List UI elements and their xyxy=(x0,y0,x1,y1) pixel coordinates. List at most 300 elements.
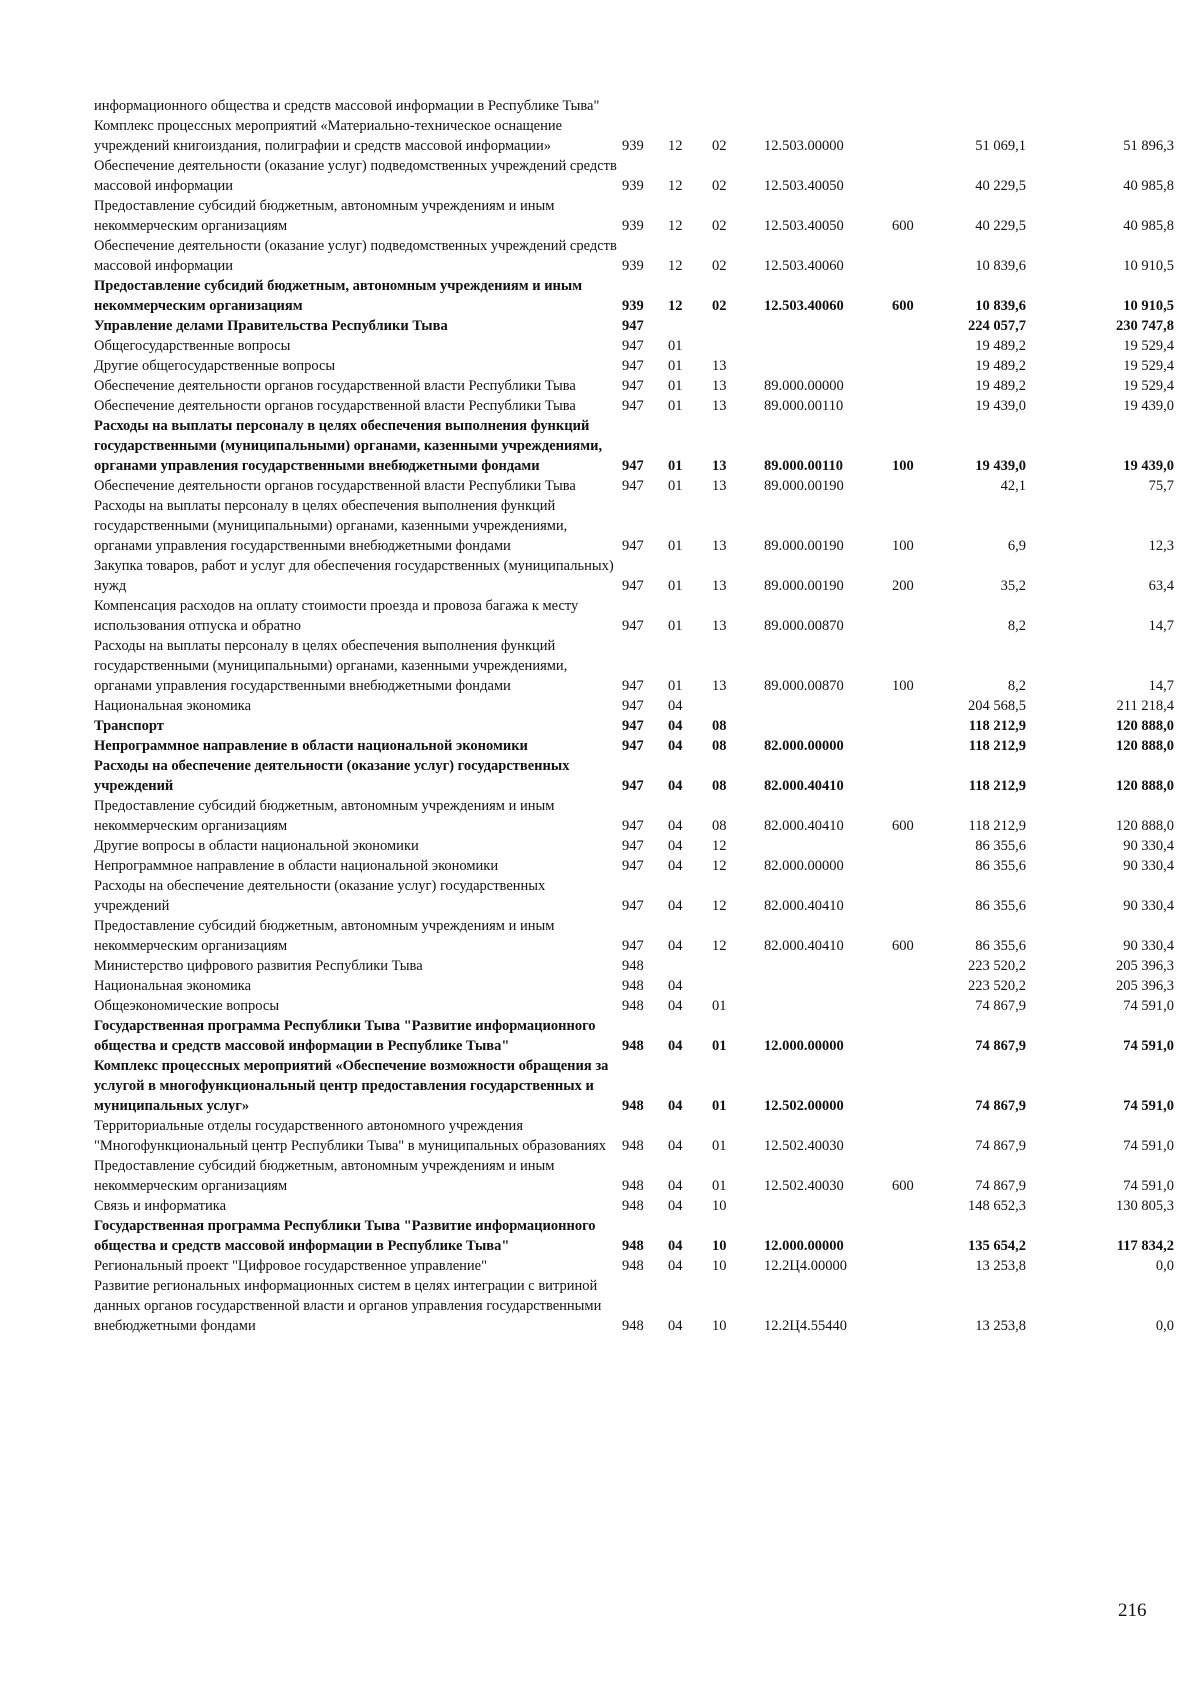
row-name: Государственная программа Республики Тыва "Развитие информационного общества и средств массовой информации в Республике Тыва" xyxy=(94,1218,596,1254)
row-name: Управление делами Правительства Республики Тыва xyxy=(94,318,448,334)
cell-subsection xyxy=(712,316,764,336)
cell-expense-type: 600 xyxy=(892,1178,914,1194)
cell-amount-year1: 6,9 xyxy=(1007,538,1026,554)
cell-admin-code: 948 xyxy=(622,998,644,1014)
cell-amount-year2: 0,0 xyxy=(1155,1258,1174,1274)
cell-amount-year1: 118 212,9 xyxy=(968,778,1026,794)
cell-target-article xyxy=(764,1196,892,1216)
cell-admin-code: 947 xyxy=(622,778,644,794)
cell-expense-type: 600 xyxy=(892,218,914,234)
cell-admin-code: 939 xyxy=(622,218,644,234)
row-name: информационного общества и средств массовой информации в Республике Тыва" xyxy=(94,98,600,114)
cell-amount-year1: 86 355,6 xyxy=(975,858,1026,874)
cell-section: 04 xyxy=(668,1198,683,1214)
cell-amount-year2: 10 910,5 xyxy=(1123,258,1174,274)
cell-amount-year1: 8,2 xyxy=(1007,678,1026,694)
cell-amount-year1 xyxy=(948,96,1026,116)
table-row xyxy=(94,156,1174,196)
cell-admin-code: 939 xyxy=(622,178,644,194)
row-name: Расходы на обеспечение деятельности (оказание услуг) государственных учреждений xyxy=(94,878,546,914)
cell-subsection: 13 xyxy=(712,478,727,494)
cell-subsection xyxy=(712,336,764,356)
cell-expense-type xyxy=(892,1116,948,1156)
cell-subsection xyxy=(712,696,764,716)
cell-amount-year2: 120 888,0 xyxy=(1116,818,1174,834)
cell-subsection: 13 xyxy=(712,678,727,694)
cell-subsection: 08 xyxy=(712,778,727,794)
row-name: Предоставление субсидий бюджетным, автономным учреждениям и иным некоммерческим организациям xyxy=(94,1158,555,1194)
cell-expense-type xyxy=(892,1256,948,1276)
cell-subsection: 02 xyxy=(712,258,727,274)
row-name: Комплекс процессных мероприятий «Материально-техническое оснащение учреждений книгоиздания, полиграфии и средств массовой информации» xyxy=(94,118,563,154)
cell-section: 01 xyxy=(668,458,683,474)
cell-amount-year1: 10 839,6 xyxy=(975,258,1026,274)
cell-section: 01 xyxy=(668,378,683,394)
cell-amount-year1: 19 489,2 xyxy=(975,378,1026,394)
table-row xyxy=(94,496,1174,556)
cell-target-article: 89.000.00870 xyxy=(764,678,844,694)
cell-target-article: 82.000.40410 xyxy=(764,778,844,794)
cell-expense-type xyxy=(892,976,948,996)
cell-subsection: 08 xyxy=(712,818,727,834)
cell-amount-year1: 86 355,6 xyxy=(975,898,1026,914)
row-name: Непрограммное направление в области национальной экономики xyxy=(94,858,499,874)
row-name: Национальная экономика xyxy=(94,978,252,994)
cell-admin-code: 947 xyxy=(622,818,644,834)
cell-amount-year1: 118 212,9 xyxy=(968,738,1026,754)
cell-section xyxy=(668,316,712,336)
cell-amount-year2: 117 834,2 xyxy=(1116,1238,1174,1254)
cell-section: 12 xyxy=(668,298,683,314)
cell-expense-type xyxy=(892,236,948,276)
cell-amount-year2: 40 985,8 xyxy=(1123,178,1174,194)
cell-section: 04 xyxy=(668,938,683,954)
table-row xyxy=(94,1016,1174,1056)
table-row xyxy=(94,1156,1174,1196)
cell-subsection: 01 xyxy=(712,1038,727,1054)
cell-amount-year1: 118 212,9 xyxy=(968,718,1026,734)
cell-section: 04 xyxy=(668,1178,683,1194)
cell-section: 01 xyxy=(668,338,683,354)
row-name: Непрограммное направление в области национальной экономики xyxy=(94,738,528,754)
cell-target-article: 12.503.40050 xyxy=(764,218,844,234)
cell-target-article: 82.000.40410 xyxy=(764,898,844,914)
cell-amount-year2: 63,4 xyxy=(1148,578,1174,594)
cell-amount-year1: 86 355,6 xyxy=(975,838,1026,854)
cell-amount-year1: 42,1 xyxy=(1000,478,1026,494)
cell-amount-year2: 75,7 xyxy=(1148,478,1174,494)
cell-admin-code: 947 xyxy=(622,678,644,694)
cell-amount-year2: 19 529,4 xyxy=(1123,358,1174,374)
cell-amount-year1: 118 212,9 xyxy=(968,818,1026,834)
row-name: Предоставление субсидий бюджетным, автономным учреждениям и иным некоммерческим организациям xyxy=(94,798,555,834)
cell-subsection: 10 xyxy=(712,1318,727,1334)
cell-section: 01 xyxy=(668,538,683,554)
cell-amount-year2: 74 591,0 xyxy=(1123,1178,1174,1194)
cell-section: 04 xyxy=(668,718,683,734)
cell-expense-type xyxy=(892,1056,948,1116)
cell-amount-year1: 204 568,5 xyxy=(968,698,1026,714)
cell-amount-year2: 51 896,3 xyxy=(1123,138,1174,154)
cell-section: 04 xyxy=(668,1318,683,1334)
cell-amount-year2: 90 330,4 xyxy=(1123,858,1174,874)
cell-target-article: 82.000.40410 xyxy=(764,818,844,834)
table-row xyxy=(94,736,1174,756)
cell-section xyxy=(668,96,712,116)
row-name: Общеэкономические вопросы xyxy=(94,998,280,1014)
cell-amount-year1: 40 229,5 xyxy=(975,218,1026,234)
cell-admin-code: 947 xyxy=(622,338,644,354)
cell-section: 01 xyxy=(668,478,683,494)
cell-expense-type xyxy=(892,856,948,876)
cell-admin-code: 947 xyxy=(622,578,644,594)
table-row xyxy=(94,1056,1174,1116)
cell-admin-code: 947 xyxy=(622,318,644,334)
cell-section: 12 xyxy=(668,178,683,194)
cell-section: 04 xyxy=(668,738,683,754)
cell-amount-year1: 74 867,9 xyxy=(975,1178,1026,1194)
cell-target-article: 12.503.40060 xyxy=(764,258,844,274)
row-name: Региональный проект "Цифровое государственное управление" xyxy=(94,1258,488,1274)
cell-amount-year1: 148 652,3 xyxy=(968,1198,1026,1214)
cell-expense-type xyxy=(892,716,948,736)
cell-admin-code: 947 xyxy=(622,698,644,714)
cell-admin-code: 948 xyxy=(622,1138,644,1154)
cell-amount-year2: 19 529,4 xyxy=(1123,338,1174,354)
row-name: Связь и информатика xyxy=(94,1198,227,1214)
cell-amount-year2: 19 439,0 xyxy=(1123,458,1174,474)
table-row xyxy=(94,416,1174,476)
cell-section: 04 xyxy=(668,898,683,914)
cell-amount-year1: 135 654,2 xyxy=(968,1238,1026,1254)
cell-subsection: 02 xyxy=(712,298,727,314)
cell-target-article: 89.000.00190 xyxy=(764,538,844,554)
row-name: Государственная программа Республики Тыва "Развитие информационного общества и средств массовой информации в Республике Тыва" xyxy=(94,1018,596,1054)
cell-expense-type xyxy=(892,1016,948,1056)
table-row xyxy=(94,336,1174,356)
cell-target-article: 12.502.40030 xyxy=(764,1138,844,1154)
cell-subsection: 10 xyxy=(712,1198,727,1214)
cell-admin-code: 948 xyxy=(622,1258,644,1274)
cell-admin-code: 939 xyxy=(622,138,644,154)
cell-amount-year1: 86 355,6 xyxy=(975,938,1026,954)
cell-section: 01 xyxy=(668,578,683,594)
row-name: Национальная экономика xyxy=(94,698,252,714)
cell-admin-code: 947 xyxy=(622,738,644,754)
row-name: Компенсация расходов на оплату стоимости проезда и провоза багажа к месту использования отпуска и обратно xyxy=(94,598,579,634)
cell-expense-type xyxy=(892,476,948,496)
cell-target-article: 82.000.00000 xyxy=(764,738,844,754)
cell-amount-year2: 74 591,0 xyxy=(1123,1138,1174,1154)
cell-amount-year2: 120 888,0 xyxy=(1116,738,1174,754)
table-row xyxy=(94,196,1174,236)
cell-subsection: 10 xyxy=(712,1258,727,1274)
cell-subsection: 12 xyxy=(712,838,727,854)
cell-target-article: 12.503.00000 xyxy=(764,138,844,154)
cell-section: 12 xyxy=(668,218,683,234)
cell-section: 04 xyxy=(668,858,683,874)
cell-amount-year1: 10 839,6 xyxy=(975,298,1026,314)
cell-admin-code: 947 xyxy=(622,838,644,854)
cell-target-article: 89.000.00110 xyxy=(764,398,844,414)
cell-amount-year1: 74 867,9 xyxy=(975,1038,1026,1054)
cell-subsection: 01 xyxy=(712,998,727,1014)
cell-target-article xyxy=(764,96,892,116)
cell-amount-year1: 224 057,7 xyxy=(968,318,1026,334)
cell-target-article xyxy=(764,996,892,1016)
cell-section: 04 xyxy=(668,778,683,794)
cell-target-article: 12.2Ц4.00000 xyxy=(764,1258,847,1274)
cell-amount-year1: 19 439,0 xyxy=(975,458,1026,474)
cell-amount-year2: 74 591,0 xyxy=(1123,1098,1174,1114)
cell-admin-code: 948 xyxy=(622,1238,644,1254)
cell-subsection: 13 xyxy=(712,618,727,634)
cell-expense-type xyxy=(892,996,948,1016)
cell-subsection: 13 xyxy=(712,578,727,594)
cell-subsection: 13 xyxy=(712,538,727,554)
table-row xyxy=(94,1256,1174,1276)
cell-section xyxy=(668,956,712,976)
table-row xyxy=(94,1196,1174,1216)
cell-expense-type: 200 xyxy=(892,578,914,594)
cell-admin-code: 948 xyxy=(622,1178,644,1194)
cell-amount-year2: 14,7 xyxy=(1148,618,1174,634)
cell-amount-year2: 120 888,0 xyxy=(1116,778,1174,794)
cell-admin-code: 947 xyxy=(622,858,644,874)
cell-amount-year2: 74 591,0 xyxy=(1123,998,1174,1014)
table-row xyxy=(94,556,1174,596)
cell-admin-code: 947 xyxy=(622,358,644,374)
cell-subsection: 08 xyxy=(712,738,727,754)
cell-amount-year2: 40 985,8 xyxy=(1123,218,1174,234)
cell-target-article: 12.502.40030 xyxy=(764,1178,844,1194)
cell-expense-type: 100 xyxy=(892,538,914,554)
cell-admin-code: 947 xyxy=(622,478,644,494)
cell-amount-year2: 230 747,8 xyxy=(1116,318,1174,334)
cell-subsection: 01 xyxy=(712,1138,727,1154)
cell-amount-year1: 13 253,8 xyxy=(975,1318,1026,1334)
row-name: Расходы на обеспечение деятельности (оказание услуг) государственных учреждений xyxy=(94,758,570,794)
row-name: Расходы на выплаты персоналу в целях обеспечения выполнения функций государственными (муниципальными) органами, казенными учреждениями, органами управления государственными внебюджетными фондами xyxy=(94,498,568,554)
cell-subsection xyxy=(712,96,764,116)
budget-table-body xyxy=(94,96,1174,1336)
cell-amount-year2 xyxy=(1026,96,1174,116)
cell-admin-code: 947 xyxy=(622,458,644,474)
cell-section: 12 xyxy=(668,258,683,274)
cell-expense-type: 100 xyxy=(892,458,914,474)
cell-admin-code: 947 xyxy=(622,398,644,414)
cell-section: 04 xyxy=(668,1258,683,1274)
table-row xyxy=(94,956,1174,976)
cell-expense-type xyxy=(892,836,948,856)
cell-target-article xyxy=(764,336,892,356)
cell-section: 01 xyxy=(668,398,683,414)
cell-amount-year2: 74 591,0 xyxy=(1123,1038,1174,1054)
cell-amount-year1: 51 069,1 xyxy=(975,138,1026,154)
cell-admin-code: 948 xyxy=(622,1098,644,1114)
cell-section: 01 xyxy=(668,358,683,374)
cell-target-article: 89.000.00000 xyxy=(764,378,844,394)
cell-subsection: 10 xyxy=(712,1238,727,1254)
cell-section: 04 xyxy=(668,818,683,834)
row-name: Предоставление субсидий бюджетным, автономным учреждениям и иным некоммерческим организациям xyxy=(94,918,555,954)
table-row xyxy=(94,376,1174,396)
table-row xyxy=(94,596,1174,636)
cell-subsection: 08 xyxy=(712,718,727,734)
cell-target-article: 82.000.00000 xyxy=(764,858,844,874)
cell-amount-year2: 19 529,4 xyxy=(1123,378,1174,394)
cell-amount-year1: 74 867,9 xyxy=(975,998,1026,1014)
table-row xyxy=(94,1216,1174,1256)
table-row xyxy=(94,276,1174,316)
cell-section: 04 xyxy=(668,1238,683,1254)
cell-target-article: 89.000.00190 xyxy=(764,478,844,494)
cell-target-article: 82.000.40410 xyxy=(764,938,844,954)
cell-target-article xyxy=(764,976,892,996)
table-row xyxy=(94,396,1174,416)
table-row xyxy=(94,476,1174,496)
row-name: Предоставление субсидий бюджетным, автономным учреждениям и иным некоммерческим организациям xyxy=(94,278,583,314)
cell-expense-type: 600 xyxy=(892,938,914,954)
cell-amount-year2: 14,7 xyxy=(1148,678,1174,694)
cell-amount-year2: 90 330,4 xyxy=(1123,938,1174,954)
cell-expense-type: 600 xyxy=(892,818,914,834)
cell-target-article xyxy=(764,716,892,736)
cell-expense-type xyxy=(892,116,948,156)
cell-expense-type xyxy=(892,736,948,756)
cell-target-article xyxy=(764,836,892,856)
cell-section: 04 xyxy=(668,1098,683,1114)
cell-expense-type xyxy=(892,1276,948,1336)
cell-amount-year2: 211 218,4 xyxy=(1116,698,1174,714)
cell-target-article xyxy=(764,356,892,376)
cell-section: 01 xyxy=(668,678,683,694)
table-row xyxy=(94,756,1174,796)
cell-admin-code: 948 xyxy=(622,1198,644,1214)
cell-target-article: 12.000.00000 xyxy=(764,1238,844,1254)
table-row xyxy=(94,696,1174,716)
row-name: Другие общегосударственные вопросы xyxy=(94,358,336,374)
cell-subsection: 13 xyxy=(712,398,727,414)
cell-amount-year2: 205 396,3 xyxy=(1116,958,1174,974)
row-name: Министерство цифрового развития Республики Тыва xyxy=(94,958,423,974)
row-name: Обеспечение деятельности органов государственной власти Республики Тыва xyxy=(94,398,576,414)
table-row xyxy=(94,716,1174,736)
cell-admin-code: 947 xyxy=(622,538,644,554)
cell-admin-code: 948 xyxy=(622,978,644,994)
cell-expense-type xyxy=(892,956,948,976)
cell-target-article: 89.000.00870 xyxy=(764,618,844,634)
cell-target-article: 12.2Ц4.55440 xyxy=(764,1318,847,1334)
table-row xyxy=(94,976,1174,996)
row-name: Обеспечение деятельности (оказание услуг) подведомственных учреждений средств массовой информации xyxy=(94,238,617,274)
cell-amount-year1: 40 229,5 xyxy=(975,178,1026,194)
cell-amount-year1: 35,2 xyxy=(1000,578,1026,594)
cell-expense-type xyxy=(892,376,948,396)
cell-expense-type xyxy=(892,396,948,416)
table-row xyxy=(94,996,1174,1016)
cell-target-article: 89.000.00110 xyxy=(764,458,843,474)
cell-subsection: 12 xyxy=(712,858,727,874)
cell-admin-code: 947 xyxy=(622,898,644,914)
row-name: Обеспечение деятельности (оказание услуг) подведомственных учреждений средств массовой информации xyxy=(94,158,617,194)
row-name: Закупка товаров, работ и услуг для обеспечения государственных (муниципальных) нужд xyxy=(94,558,614,594)
cell-target-article: 89.000.00190 xyxy=(764,578,844,594)
cell-expense-type xyxy=(892,356,948,376)
cell-section: 04 xyxy=(668,998,683,1014)
table-row xyxy=(94,1276,1174,1336)
cell-amount-year2: 0,0 xyxy=(1155,1318,1174,1334)
cell-expense-type: 600 xyxy=(892,298,914,314)
cell-admin-code xyxy=(622,96,668,116)
row-name: Предоставление субсидий бюджетным, автономным учреждениям и иным некоммерческим организациям xyxy=(94,198,555,234)
cell-amount-year1: 19 489,2 xyxy=(975,358,1026,374)
row-name: Комплекс процессных мероприятий «Обеспечение возможности обращения за услугой в многофункциональный центр предоставления государственных и муниципальных услуг» xyxy=(94,1058,609,1114)
cell-target-article xyxy=(764,696,892,716)
table-row xyxy=(94,916,1174,956)
cell-target-article xyxy=(764,316,892,336)
cell-expense-type xyxy=(892,96,948,116)
table-row xyxy=(94,876,1174,916)
cell-admin-code: 939 xyxy=(622,258,644,274)
cell-amount-year1: 19 489,2 xyxy=(975,338,1026,354)
cell-target-article: 12.000.00000 xyxy=(764,1038,844,1054)
cell-subsection: 02 xyxy=(712,138,727,154)
cell-section: 04 xyxy=(668,698,683,714)
cell-subsection xyxy=(712,956,764,976)
cell-section: 12 xyxy=(668,138,683,154)
cell-expense-type xyxy=(892,336,948,356)
cell-amount-year1: 19 439,0 xyxy=(975,398,1026,414)
table-row xyxy=(94,236,1174,276)
cell-expense-type xyxy=(892,316,948,336)
cell-subsection: 13 xyxy=(712,378,727,394)
cell-subsection: 12 xyxy=(712,938,727,954)
cell-amount-year2: 10 910,5 xyxy=(1123,298,1174,314)
cell-subsection xyxy=(712,976,764,996)
cell-amount-year2: 90 330,4 xyxy=(1123,898,1174,914)
row-name: Расходы на выплаты персоналу в целях обеспечения выполнения функций государственными (муниципальными) органами, казенными учреждениями, органами управления государственными внебюджетными фондами xyxy=(94,638,568,694)
cell-expense-type xyxy=(892,696,948,716)
cell-admin-code: 948 xyxy=(622,958,644,974)
row-name: Обеспечение деятельности органов государственной власти Республики Тыва xyxy=(94,378,576,394)
cell-expense-type xyxy=(892,1196,948,1216)
cell-target-article xyxy=(764,956,892,976)
cell-amount-year1: 74 867,9 xyxy=(975,1138,1026,1154)
table-row xyxy=(94,856,1174,876)
cell-admin-code: 947 xyxy=(622,618,644,634)
cell-subsection: 02 xyxy=(712,178,727,194)
cell-expense-type xyxy=(892,156,948,196)
row-name: Обеспечение деятельности органов государственной власти Республики Тыва xyxy=(94,478,576,494)
cell-admin-code: 948 xyxy=(622,1318,644,1334)
cell-admin-code: 939 xyxy=(622,298,644,314)
table-row xyxy=(94,636,1174,696)
cell-amount-year2: 19 439,0 xyxy=(1123,398,1174,414)
cell-section: 04 xyxy=(668,1038,683,1054)
cell-section: 04 xyxy=(668,838,683,854)
cell-expense-type xyxy=(892,876,948,916)
cell-section: 04 xyxy=(668,978,683,994)
cell-section: 01 xyxy=(668,618,683,634)
row-name: Транспорт xyxy=(94,718,164,734)
cell-subsection: 01 xyxy=(712,1178,727,1194)
cell-amount-year1: 8,2 xyxy=(1007,618,1026,634)
cell-expense-type xyxy=(892,596,948,636)
cell-expense-type xyxy=(892,1216,948,1256)
cell-admin-code: 947 xyxy=(622,378,644,394)
row-name: Территориальные отделы государственного автономного учреждения "Многофункциональный центр Республики Тыва" в муниципальных образованиях xyxy=(94,1118,607,1154)
